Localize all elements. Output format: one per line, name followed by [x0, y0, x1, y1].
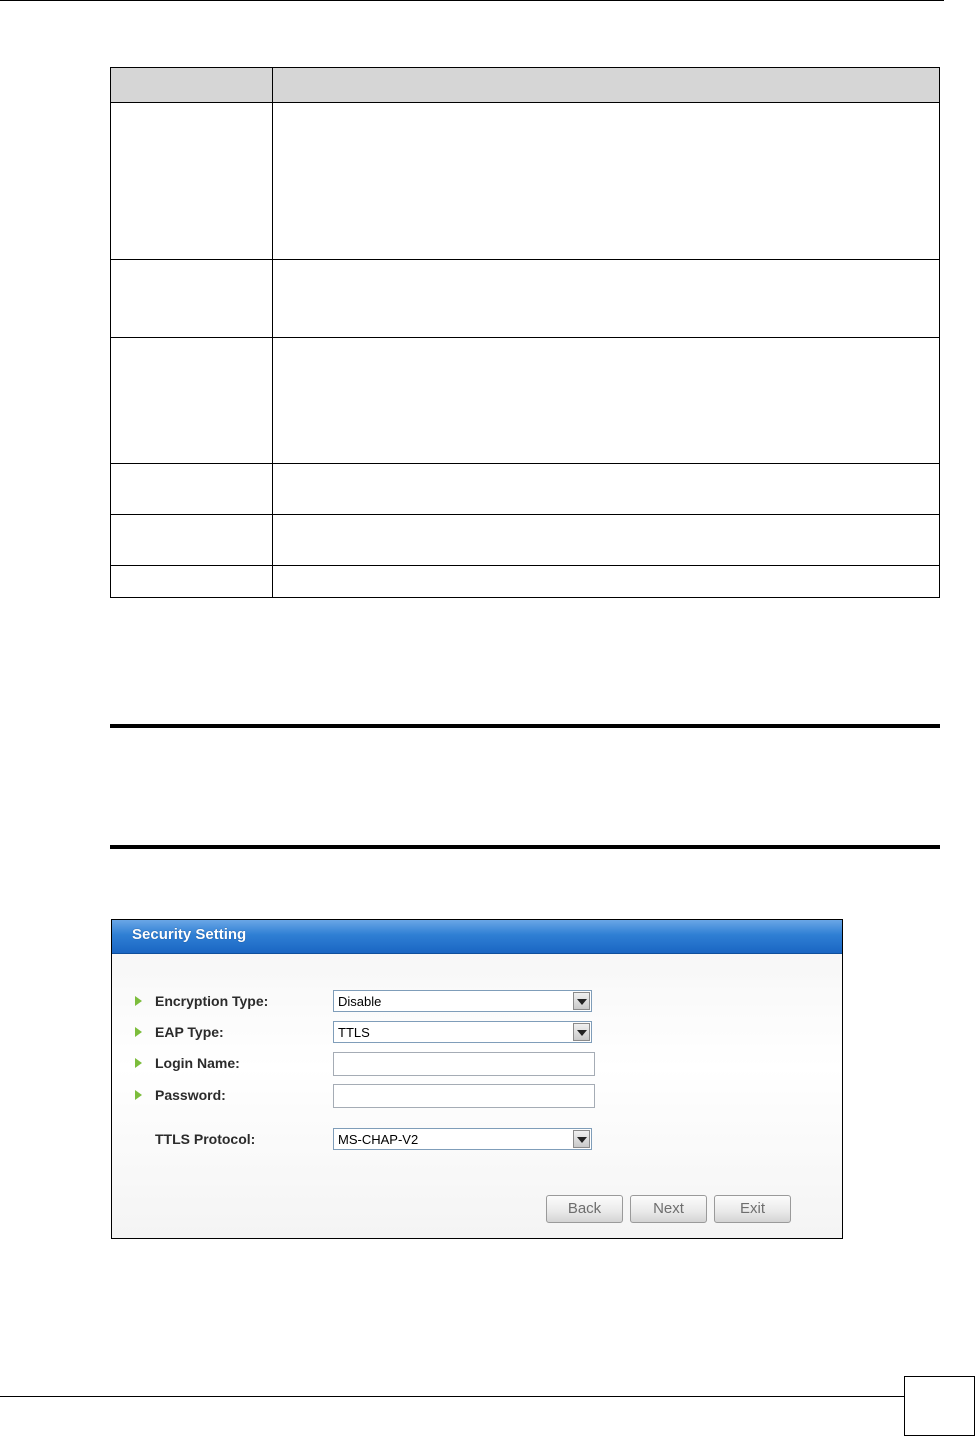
table-cell — [272, 515, 939, 566]
panel-body — [112, 954, 842, 1238]
footer-rule — [0, 1396, 904, 1397]
bullet-arrow-icon — [135, 996, 142, 1006]
description-table — [110, 67, 940, 598]
back-button[interactable]: Back — [546, 1195, 623, 1223]
dropdown-button[interactable] — [573, 1130, 590, 1148]
table-header-row — [111, 68, 940, 103]
exit-button[interactable]: Exit — [714, 1195, 791, 1223]
eap-type-label: EAP Type: — [155, 1024, 224, 1040]
note-top-rule — [110, 724, 940, 728]
chevron-down-icon — [577, 1030, 587, 1036]
table-cell — [111, 260, 273, 338]
encryption-type-row — [112, 990, 842, 1014]
dropdown-button[interactable] — [573, 992, 590, 1010]
table-cell — [272, 338, 939, 464]
header-rule — [0, 0, 944, 1]
encryption-type-select[interactable] — [333, 990, 592, 1012]
table-cell — [111, 464, 273, 515]
password-input[interactable] — [333, 1084, 595, 1108]
bullet-arrow-icon — [135, 1027, 142, 1037]
panel-title: Security Setting — [132, 926, 247, 943]
ttls-protocol-label: TTLS Protocol: — [155, 1131, 256, 1147]
table-cell — [111, 103, 273, 260]
table-row — [111, 464, 940, 515]
bullet-arrow-icon — [135, 1090, 142, 1100]
password-label: Password: — [155, 1087, 226, 1103]
page-number-box — [904, 1376, 975, 1436]
ttls-protocol-value: MS-CHAP-V2 — [338, 1132, 419, 1147]
dropdown-button[interactable] — [573, 1023, 590, 1041]
table-row — [111, 260, 940, 338]
panel-header — [112, 920, 842, 954]
table-cell — [272, 566, 939, 598]
bullet-arrow-icon — [135, 1058, 142, 1068]
table-row — [111, 515, 940, 566]
security-setting-screenshot — [111, 919, 843, 1239]
table-cell — [272, 464, 939, 515]
table-cell — [111, 566, 273, 598]
ttls-protocol-select[interactable] — [333, 1128, 592, 1150]
table-cell — [111, 338, 273, 464]
login-name-input[interactable] — [333, 1052, 595, 1076]
table-cell — [272, 103, 939, 260]
note-bottom-rule — [110, 845, 940, 849]
chevron-down-icon — [577, 1137, 587, 1143]
login-name-label: Login Name: — [155, 1055, 240, 1071]
eap-type-select[interactable] — [333, 1021, 592, 1043]
password-row — [112, 1084, 842, 1108]
table-row — [111, 566, 940, 598]
table-row — [111, 103, 940, 260]
chevron-down-icon — [577, 999, 587, 1005]
eap-type-value: TTLS — [338, 1025, 370, 1040]
ttls-protocol-row — [112, 1128, 842, 1152]
login-name-row — [112, 1052, 842, 1076]
table-header-cell — [111, 68, 273, 103]
eap-type-row — [112, 1021, 842, 1045]
encryption-type-value: Disable — [338, 994, 382, 1009]
table-header-cell — [272, 68, 939, 103]
table-row — [111, 338, 940, 464]
table-cell — [272, 260, 939, 338]
table-cell — [111, 515, 273, 566]
encryption-type-label: Encryption Type: — [155, 993, 269, 1009]
next-button[interactable]: Next — [630, 1195, 707, 1223]
